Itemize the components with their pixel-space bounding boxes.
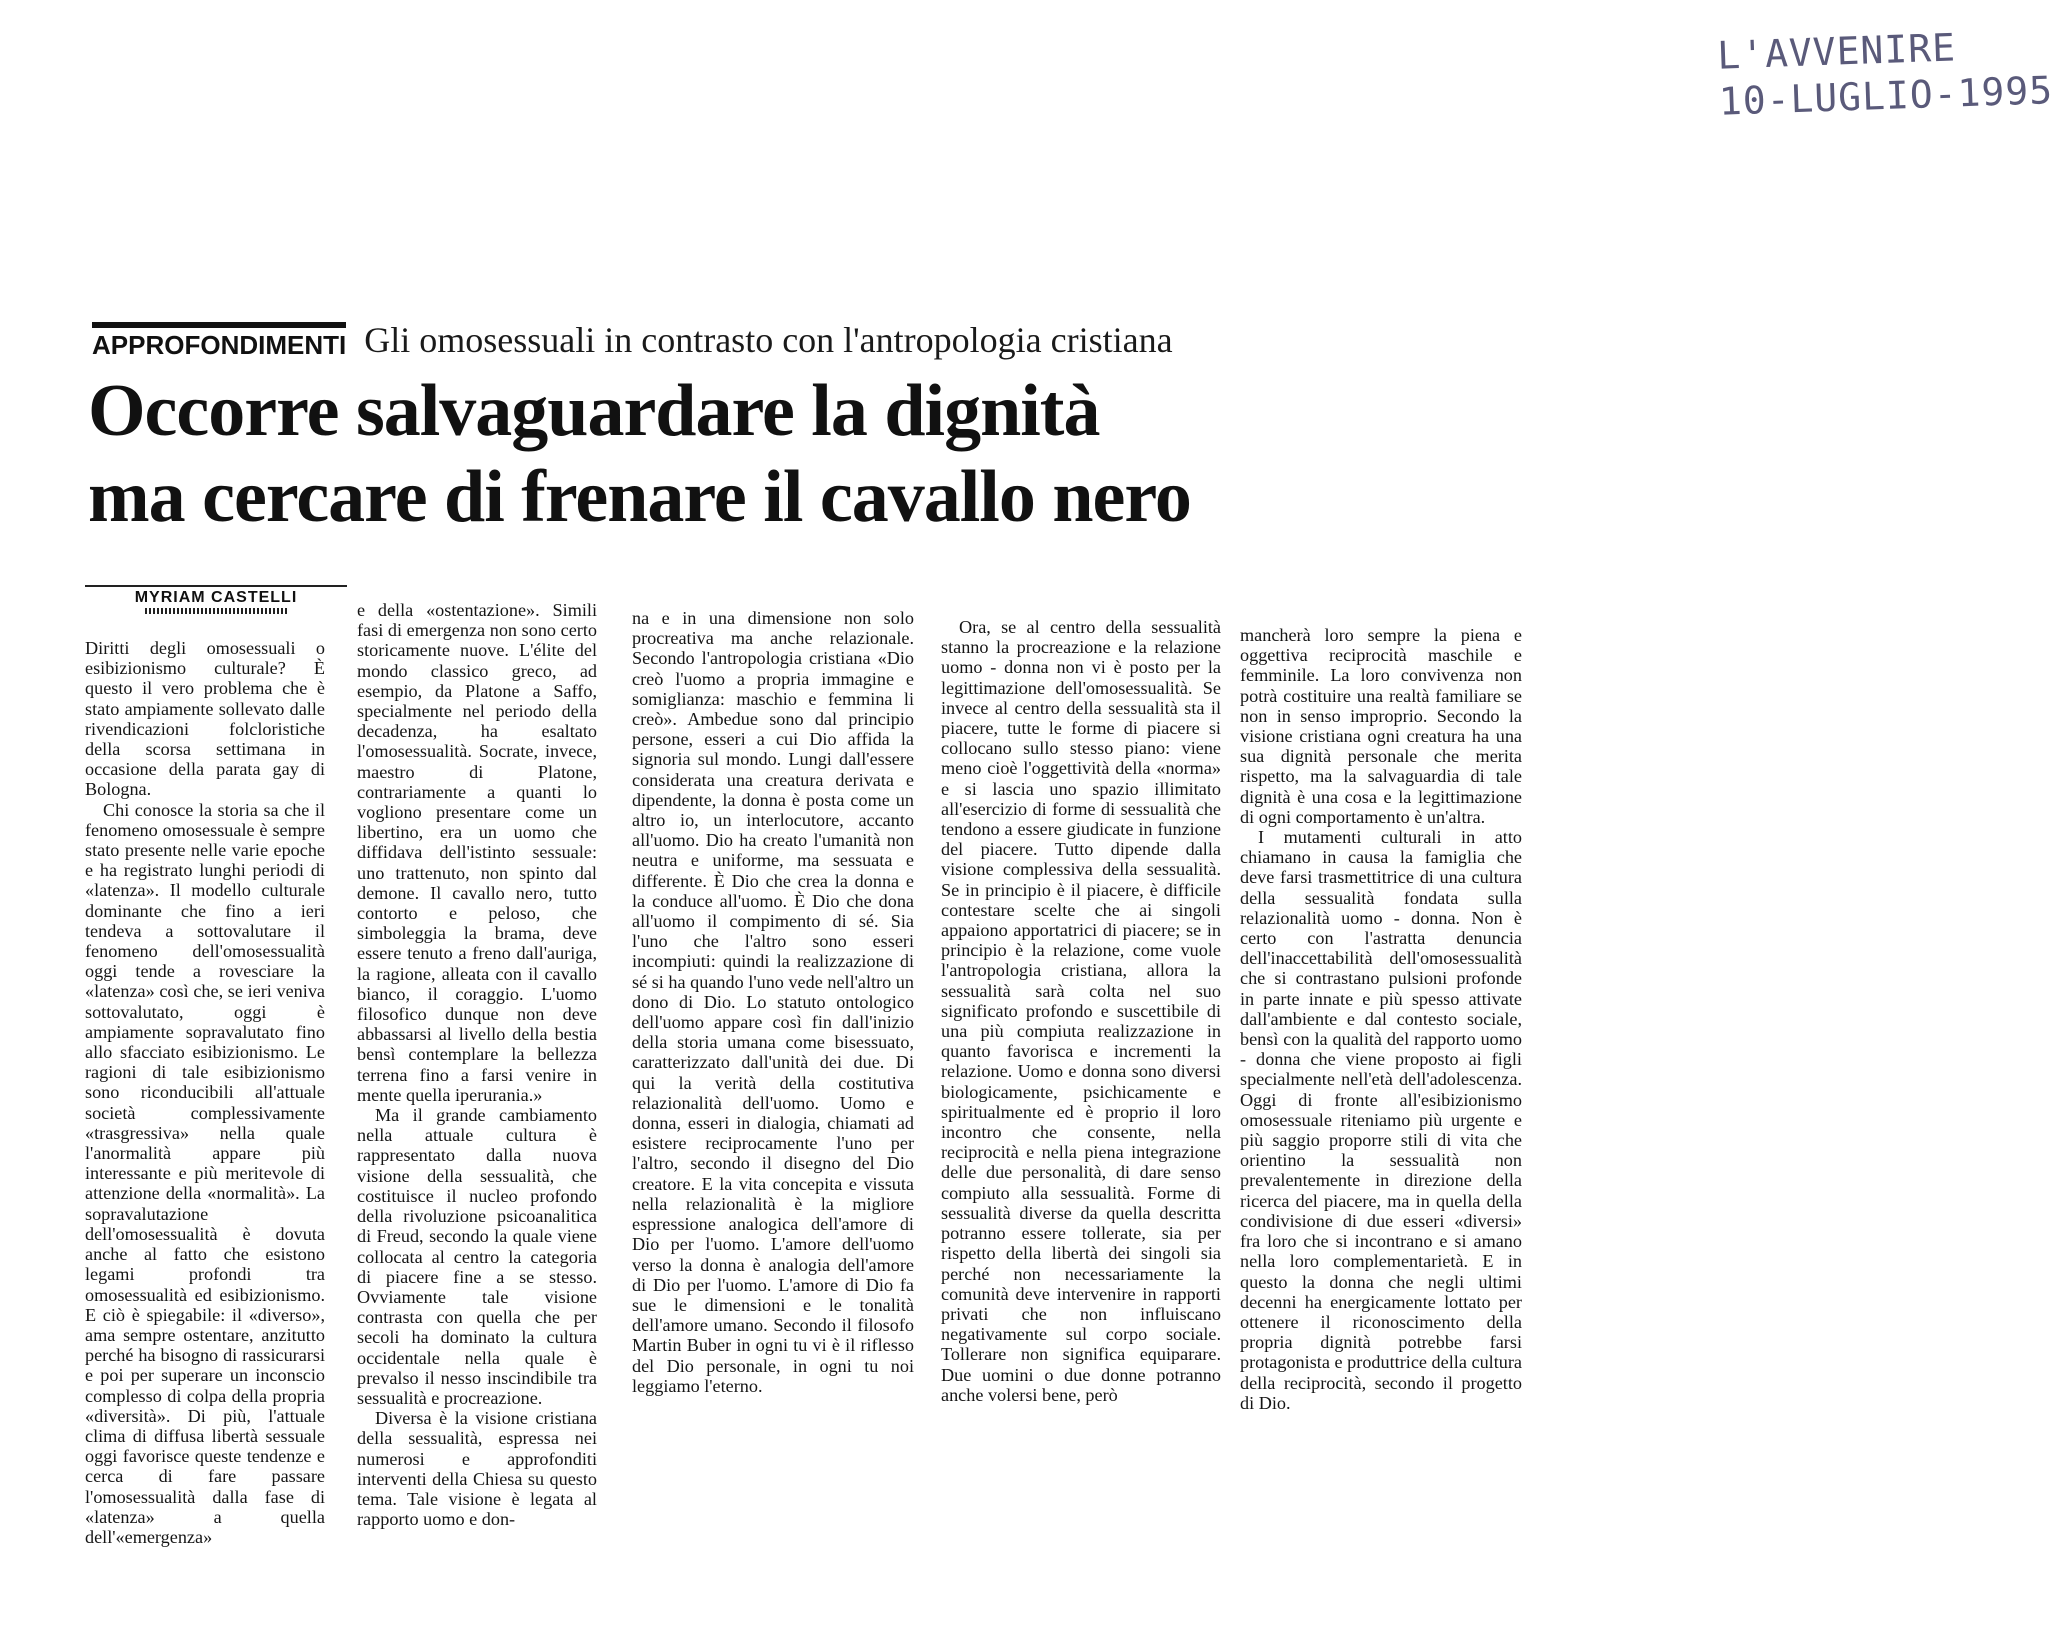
- paragraph: Diversa è la visione cristiana della sessualità, espressa nei numerosi e approfonditi interventi della Chiesa su questo tema. Tale visione è legata al rapporto uomo e don-: [357, 1408, 597, 1530]
- paragraph: I mutamenti culturali in atto chiamano in causa la famiglia che deve farsi trasmettitrice di una cultura della sessualità fondata sulla relazionalità uomo - donna. Non è certo con l'astratta denuncia dell'inaccettabilità dell'omosessualità che si contrastano pulsioni profonde in parte innate e più spesso attivate dall'ambiente e dal contesto sociale, bensì con la qualità del rapporto uomo - donna che viene proposto ai figli specialmente nell'età dell'adolescenza. Oggi di fronte all'esibizionismo omosessuale riteniamo più urgente e più saggio proporre stili di vita che orientino la sessualità non prevalentemente in direzione della ricerca del piacere, ma in quella della condivisione di due esseri «diversi» fra loro che si incontrano e si amano nella loro complementarietà. E in questo la donna che negli ultimi decenni ha energicamente lottato per ottenere il riconoscimento della propria dignità potrebbe farsi protagonista e produttrice della cultura della reciprocità, secondo il progetto di Dio.: [1240, 827, 1522, 1413]
- article-column-2: [357, 600, 597, 1529]
- paragraph: mancherà loro sempre la piena e oggettiva reciprocità maschile e femminile. La loro convivenza non potrà costituire una realtà familiare se non in senso improprio. Secondo la visione cristiana ogni creatura ha una sua dignità personale che merita rispetto, ma la salvaguardia di tale dignità è una cosa e la legittimazione di ogni comportamento è un'altra.: [1240, 625, 1522, 827]
- byline-block: [85, 585, 347, 614]
- article-kicker-row: [92, 314, 1522, 360]
- byline: MYRIAM CASTELLI: [134, 589, 298, 606]
- paragraph: e della «ostentazione». Simili fasi di emergenza non sono certo storicamente nuove. L'élite del mondo classico greco, ad esempio, da Platone a Saffo, specialmente nel periodo della decadenza, ha esaltato l'omosessualità. Socrate, invece, maestro di Platone, contrariamente a quanti lo vogliono presentare come un libertino, era un uomo che diffidava dell'istinto sessuale: uno trattenuto, non spinto dal demone. Il cavallo nero, tutto contorto e peloso, che simboleggia la brama, deve essere tenuto a freno dall'auriga, la ragione, alleata con il cavallo bianco, il coraggio. L'uomo filosofico dunque non deve abbassarsi al livello della bestia bensì contemplare la bellezza terrena fino a farsi venire in mente quella iperurania.»: [357, 600, 597, 1105]
- article-headline: [88, 368, 1528, 540]
- paragraph: Ma il grande cambiamento nella attuale cultura è rappresentato dalla nuova visione della sessualità, che costituisce il nucleo profondo della rivoluzione psicoanalitica di Freud, secondo la quale viene collocata al centro la categoria di piacere fine a se stesso. Ovviamente tale visione contrasta con quella che per secoli ha dominato la cultura occidentale nella quale è prevalso il nesso inscindibile tra sessualità e procreazione.: [357, 1105, 597, 1408]
- article-kicker: Gli omosessuali in contrasto con l'antropologia cristiana: [364, 320, 1173, 360]
- handwritten-source-note: [1716, 23, 2054, 124]
- headline-line-2: ma cercare di frenare il cavallo nero: [88, 456, 1191, 538]
- article-column-3: [632, 608, 914, 1396]
- paragraph: Chi conosce la storia sa che il fenomeno omosessuale è sempre stato presente nelle varie epoche e ha registrato lunghi periodi di «latenza». Il modello culturale dominante che fino a ieri tendeva a sottovalutare il fenomeno dell'omosessualità oggi tende a rovesciare la «latenza» così che, se ieri veniva sottovalutato, oggi è ampiamente sopravalutato fino allo sfacciato esibizionismo. Le ragioni di tale esibizionismo sono riconducibili all'attuale società complessivamente «trasgressiva» nella quale l'anormalità appare più interessante e più meritevole di attenzione della «normalità». La sopravalutazione dell'omosessualità è dovuta anche al fatto che esistono legami profondi tra omosessualità ed esibizionismo. E ciò è spiegabile: il «diverso», ama sempre ostentare, anzitutto perché ha bisogno di rassicurarsi e poi per superare un inconscio complesso di colpa della propria «diversità». Di più, l'attuale clima di diffusa libertà sessuale oggi favorisce queste tendenze e cerca di fare passare l'omosessualità dalla fase di «latenza» a quella dell'«emergenza»: [85, 799, 325, 1547]
- paragraph: Ora, se al centro della sessualità stanno la procreazione e la relazione uomo - donna non vi è posto per la legittimazione dell'omosessualità. Se invece al centro della sessualità sta il piacere, tutte le forme di piacere si collocano sullo stesso piano: viene meno cioè l'oggettività della «norma» e si lascia uno spazio illimitato all'esercizio di forme di sessualità che tendono a essere giudicate in funzione del piacere. Tutto dipende dalla visione complessiva della sessualità. Se in principio è il piacere, è difficile contestare scelte che ai singoli appaiono apportatrici di piacere; se in principio è la relazione, come vuole l'antropologia cristiana, allora la sessualità sarà colta nel suo significato profondo e suscettibile di una più compiuta realizzazione in quanto favorisca e incrementi la relazione. Uomo e donna sono diversi biologicamente, psichicamente e spiritualmente ed è proprio il loro incontro che consente, nella reciprocità e nella piena integrazione delle due personalità, di dare senso compiuto alla sessualità. Forme di sessualità diverse da quella descritta potranno essere tollerate, sia per rispetto della libertà dei singoli sia perché non necessariamente la comunità deve intervenire in rapporti privati che non influiscano negativamente sul corpo sociale. Tollerare non significa equiparare. Due uomini o due donne potranno anche volersi bene, però: [941, 617, 1221, 1405]
- section-label: APPROFONDIMENTI: [92, 322, 346, 360]
- byline-hatch: [145, 608, 287, 614]
- headline-line-1: Occorre salvaguardare la dignità: [88, 370, 1100, 452]
- article-column-4: [941, 617, 1221, 1405]
- handwritten-source: L'AVVENIRE: [1716, 25, 1957, 78]
- handwritten-date: 10-LUGLIO-1995: [1718, 68, 2054, 124]
- paragraph: na e in una dimensione non solo procreativa ma anche relazionale. Secondo l'antropologia cristiana «Dio creò l'uomo a propria immagine e somiglianza: maschio e femmina li creò». Ambedue sono dal principio persone, esseri a cui Dio affida la signoria sul mondo. Lungi dall'essere considerata una creatura derivata e dipendente, la donna è posta come un altro io, un interlocutore, accanto all'uomo. Dio ha creato l'umanità non neutra e uniforme, ma sessuata e differente. È Dio che crea la donna e la conduce all'uomo. È Dio che dona all'uomo il compimento di sé. Sia l'uno che l'altro sono esseri incompiuti: quindi la realizzazione di sé si ha quando l'uno vede nell'altro un dono di Dio. Lo statuto ontologico dell'uomo appare così fin dall'inizio della storia umana come bisessuato, caratterizzato dall'unità dei due. Di qui la verità della costitutiva relazionalità dell'uomo. Uomo e donna, esseri in dialogia, chiamati ad esistere reciprocamente l'uno per l'altro, secondo il disegno del Dio creatore. E la vita concepita e vissuta nella relazionalità è la migliore espressione analogica dell'amore di Dio per l'uomo. L'amore dell'uomo verso la donna è analogia dell'amore di Dio per l'uomo. L'amore di Dio fa sue le dimensioni e le tonalità dell'amore umano. Secondo il filosofo Martin Buber in ogni tu vi è il riflesso del Dio personale, in ogni tu noi leggiamo l'eterno.: [632, 608, 914, 1396]
- article-column-1: [85, 638, 325, 1547]
- article-column-5: [1240, 625, 1522, 1413]
- paragraph: Diritti degli omosessuali o esibizionismo culturale? È questo il vero problema che è stato ampiamente sollevato dalle rivendicazioni folcloristiche della scorsa settimana in occasione della parata gay di Bologna.: [85, 638, 325, 800]
